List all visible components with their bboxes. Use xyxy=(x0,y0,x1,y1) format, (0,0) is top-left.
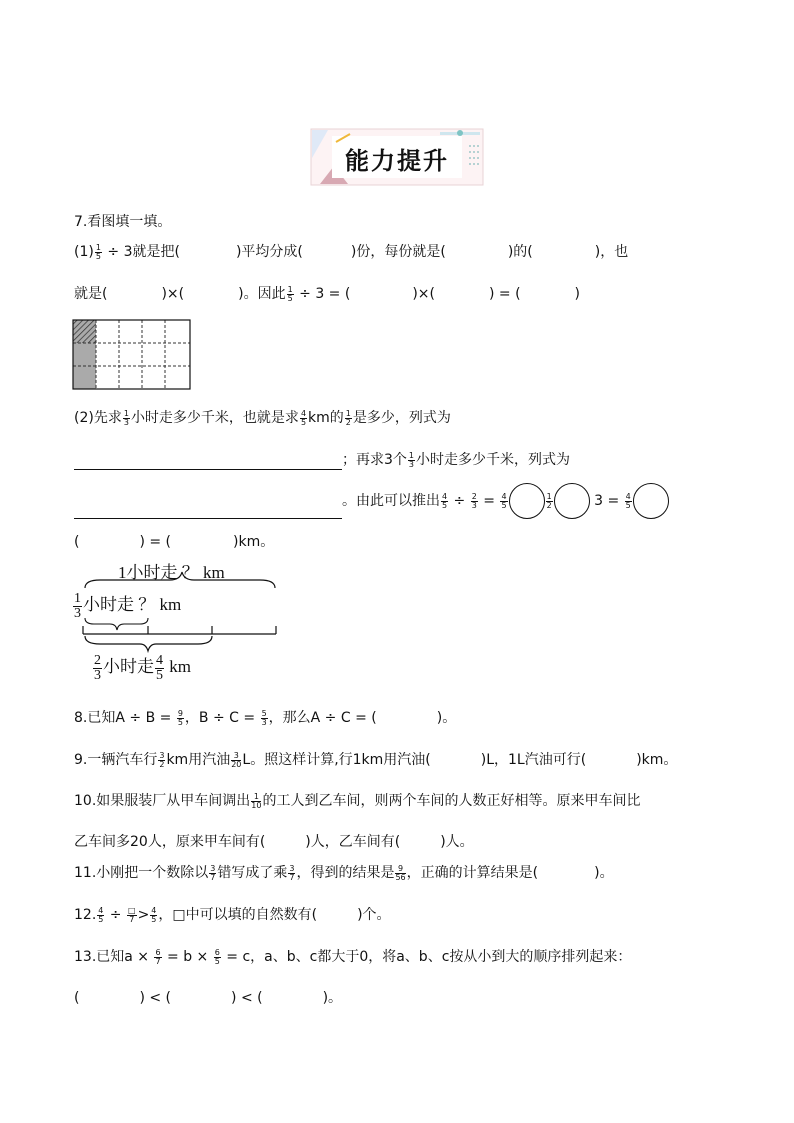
q10-line1: 10.如果服装厂从甲车间调出 $\frac{1}{10}$ 的工人到乙车间，则两个车间的人数正好相等。原来甲车间比 xyxy=(74,791,641,810)
diagram-bottom-label: $\frac{2}{3}$ 小时走 $\frac{4}{5}$ km xyxy=(94,652,191,683)
grid-figure xyxy=(72,319,192,395)
q11: 11.小刚把一个数除以 $\frac{3}{7}$ 错写成了乘 $\frac{3}{7}$ ，得到的结果是 $\frac{9}{56}$ ，正确的计算结果是( )。 xyxy=(74,863,614,882)
answer-line[interactable] xyxy=(74,500,342,519)
q13-line1: 13.已知a × $\frac{6}{7}$ = b × $\frac{6}{5}$ = c，a、b、c都大于0，将a、b、c按从小到大的顺序排列起来： xyxy=(74,947,632,966)
answer-circle[interactable] xyxy=(633,483,669,519)
diagram-third-label: $\frac{1}{3}$ 小时走 ？ km xyxy=(74,590,182,621)
q7-p1-line1: (1) $\frac{1}{5}$ ÷ 3就是把( )平均分成( )份，每份就是( )的( )，也 xyxy=(74,242,629,261)
q10-line2: 乙车间多20人，原来甲车间有( )人，乙车间有( )人。 xyxy=(74,834,474,850)
fraction: $\frac{1}{5}$ xyxy=(95,242,101,261)
answer-circle[interactable] xyxy=(509,483,545,519)
q7-p1-line2: 就是( )×( )。因此 $\frac{1}{5}$ ÷ 3 = ( )×( ) = ( ) xyxy=(74,284,581,303)
q7-p2-line1: (2)先求 $\frac{1}{3}$ 小时走多少千米，也就是求 $\frac{4}{5}$ km的 $\frac{1}{2}$ 是多少，列式为 xyxy=(74,408,451,427)
answer-line[interactable] xyxy=(74,451,342,470)
segment-diagram xyxy=(70,556,290,696)
answer-circle[interactable] xyxy=(554,483,590,519)
q13-line2: ( ) < ( ) < ( )。 xyxy=(74,990,343,1006)
q9: 9.一辆汽车行 $\frac{3}{2}$ km用汽油 $\frac{3}{20}$ L。照这样计算,行1km用汽油( )L，1L汽油可行( )km。 xyxy=(74,750,678,769)
q8: 8.已知A ÷ B = $\frac{9}{5}$ ，B ÷ C = $\frac{5}{3}$ ，那么A ÷ C = ( )。 xyxy=(74,708,457,727)
section-banner xyxy=(310,128,484,186)
fraction: $\frac{1}{5}$ xyxy=(287,284,293,303)
q7-p2-line2: ；再求3个 $\frac{1}{3}$ 小时走多少千米，列式为 xyxy=(74,450,570,470)
banner-title: 能力提升 xyxy=(345,147,449,175)
diagram-top-label: 1小时走 ？ km xyxy=(118,563,225,582)
q7-p2-line4: ( ) = ( )km。 xyxy=(74,534,275,550)
q7-p2-line3: 。由此可以推出 $\frac{4}{5}$ ÷ $\frac{2}{3}$ = $\frac{4}{5}$ $\frac{1}{2}$ 3 = $\frac{4}{5}$ xyxy=(74,483,669,519)
q7-title: 7.看图填一填。 xyxy=(74,214,172,230)
q12: 12. $\frac{4}{5}$ ÷ $\frac{□}{7}$ > $\frac{4}{5}$ ，□中可以填的自然数有( )个。 xyxy=(74,905,391,924)
